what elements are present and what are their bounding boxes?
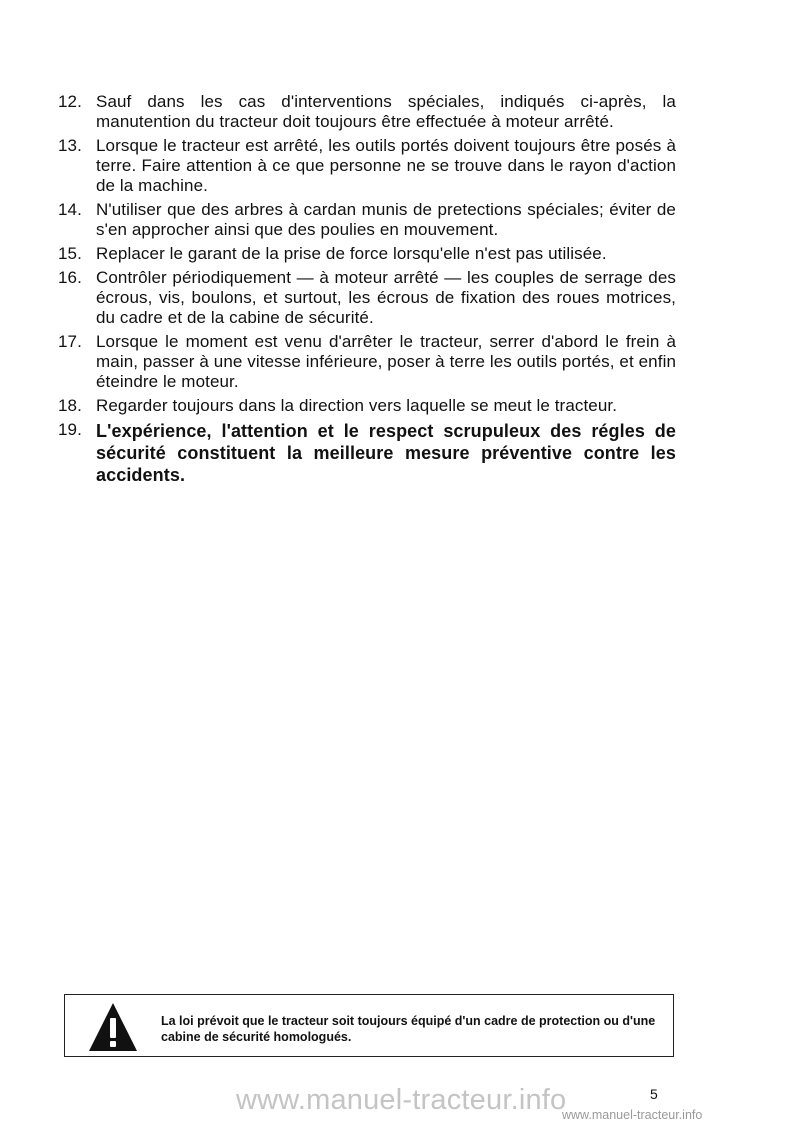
item-number: 14. bbox=[58, 200, 82, 219]
item-text: N'utiliser que des arbres à cardan munis de pretections spéciales; éviter de s'en approcher ainsi que des poulies en mouvement. bbox=[96, 200, 676, 239]
safety-rules-list bbox=[58, 92, 676, 490]
item-number: 18. bbox=[58, 396, 82, 415]
list-item bbox=[58, 244, 676, 264]
notice-text: La loi prévoit que le tracteur soit toujours équipé d'un cadre de protection ou d'une cabine de sécurité homologués. bbox=[161, 1014, 656, 1044]
item-text: Sauf dans les cas d'interventions spéciales, indiqués ci-après, la manutention du tracteur doit toujours être effectuée à moteur arrêté. bbox=[96, 92, 676, 131]
legal-notice-box bbox=[64, 994, 674, 1057]
list-item bbox=[58, 268, 676, 328]
page-number: 5 bbox=[650, 1086, 658, 1102]
item-number: 16. bbox=[58, 268, 82, 287]
watermark-large: www.manuel-tracteur.info bbox=[236, 1084, 567, 1116]
item-number: 17. bbox=[58, 332, 82, 351]
list-item bbox=[58, 92, 676, 132]
list-item bbox=[58, 136, 676, 196]
item-number: 19. bbox=[58, 420, 82, 439]
list-item bbox=[58, 200, 676, 240]
item-text: L'expérience, l'attention et le respect scrupuleux des régles de sécurité constituent la meilleure mesure préventive contre les accidents. bbox=[96, 421, 676, 485]
list-item bbox=[58, 396, 676, 416]
item-number: 12. bbox=[58, 92, 82, 111]
list-item bbox=[58, 332, 676, 392]
warning-triangle-icon bbox=[87, 1001, 139, 1053]
item-text: Replacer le garant de la prise de force lorsqu'elle n'est pas utilisée. bbox=[96, 244, 607, 263]
list-item-emphasis bbox=[58, 420, 676, 486]
item-text: Lorsque le tracteur est arrêté, les outils portés doivent toujours être posés à terre. Faire attention à ce que personne ne se trouve dans le rayon d'action de la machine. bbox=[96, 136, 676, 195]
item-text: Lorsque le moment est venu d'arrêter le tracteur, serrer d'abord le frein à main, passer à une vitesse inférieure, poser à terre les outils portés, et enfin éteindre le moteur. bbox=[96, 332, 676, 391]
item-text: Regarder toujours dans la direction vers laquelle se meut le tracteur. bbox=[96, 396, 618, 415]
item-number: 13. bbox=[58, 136, 82, 155]
item-text: Contrôler périodiquement — à moteur arrêté — les couples de serrage des écrous, vis, boulons, et surtout, les écrous de fixation des roues motrices, du cadre et de la cabine de sécurité. bbox=[96, 268, 676, 327]
watermark-small: www.manuel-tracteur.info bbox=[562, 1108, 703, 1122]
item-number: 15. bbox=[58, 244, 82, 263]
